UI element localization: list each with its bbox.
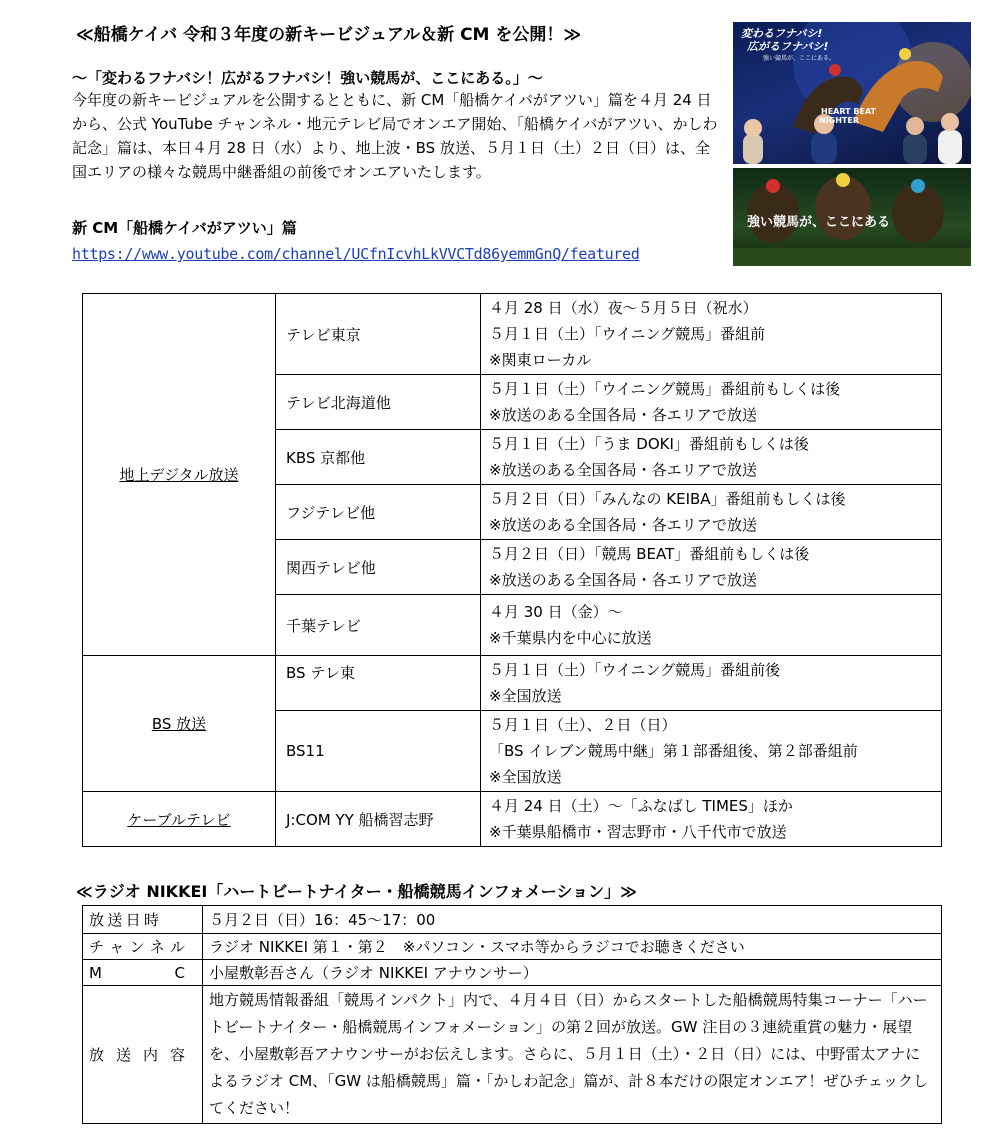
detail-line: ※千葉県船橋市・習志野市・八千代市で放送 (489, 823, 787, 841)
table-row (83, 986, 942, 1124)
detail-line: ※千葉県内を中心に放送 (489, 629, 652, 647)
kv1-text-4: HEART BEAT (821, 107, 876, 116)
table-row (83, 934, 942, 960)
label-char: 日 (125, 911, 141, 929)
detail-line: ※放送のある全国各局・各エリアで放送 (489, 516, 758, 534)
detail-line: ５月１日（土）「うま DOKI」番組前もしくは後 (489, 435, 809, 453)
subtitle: ～「変わるフナバシ！広がるフナバシ！強い競馬が、ここにある。」～ (72, 69, 543, 87)
table-row (83, 960, 942, 986)
radio-heading: ≪ラジオ NIKKEI「ハートビートナイター・船橋競馬インフォメーション」≫ (76, 882, 637, 901)
category-bs: BS 放送 (83, 656, 276, 792)
detail-line: ５月１日（土）「ウイニング競馬」番組前 (489, 325, 766, 343)
label-char: 放 (89, 1046, 105, 1064)
detail-cell (481, 656, 942, 711)
detail-line: ※放送のある全国各局・各エリアで放送 (489, 406, 758, 424)
label-char: ン (129, 938, 145, 956)
label-char: M (89, 963, 102, 982)
category-cable: ケーブルテレビ (83, 792, 276, 847)
detail-line: ※全国放送 (489, 687, 562, 705)
race-image (733, 168, 971, 266)
table-row (83, 656, 942, 711)
key-visual-illustration (733, 22, 971, 164)
detail-cell (481, 375, 942, 430)
radio-table (82, 905, 942, 1124)
kv1-text-5: NIGHTER (819, 116, 860, 125)
label-char: 容 (169, 1046, 185, 1064)
row-value: ５月２日（日）16：45～17：00 (203, 906, 942, 934)
detail-line: ５月２日（日）「競馬 BEAT」番組前もしくは後 (489, 545, 810, 563)
detail-line: 「BS イレブン競馬中継」第１部番組後、第２部番組前 (489, 742, 858, 760)
row-value: 小屋敷彰吾さん（ラジオ NIKKEI アナウンサー） (203, 960, 942, 986)
row-label (83, 906, 203, 934)
detail-cell (481, 430, 942, 485)
row-label (83, 960, 203, 986)
table-row (83, 906, 942, 934)
station-cell: J:COM YY 船橋習志野 (276, 792, 481, 847)
station-cell: 関西テレビ他 (276, 540, 481, 595)
row-value: 地方競馬情報番組「競馬インパクト」内で、４月４日（日）からスタートした船橋競馬特集コーナー「ハートビートナイター・船橋競馬インフォメーション」の第２回が放送。GW 注目の３連続重賞の魅力・展望を、小屋敷彰吾アナウンサーがお伝えします。さらに、５月１日（土）・２日（日）には、中野雷太アナによるラジオ CM、「GW は船橋競馬」篇・「かしわ記念」篇が、計８本だけの限定オンエア！ぜひチェックしてください！ (203, 986, 942, 1124)
detail-line: ５月１日（土）、２日（日） (489, 716, 677, 734)
station-cell: テレビ東京 (276, 294, 481, 375)
detail-cell (481, 294, 942, 375)
detail-cell (481, 595, 942, 656)
station-cell: フジテレビ他 (276, 485, 481, 540)
row-label (83, 986, 203, 1124)
category-terrestrial: 地上デジタル放送 (83, 294, 276, 656)
kv2-text: 強い競馬が、ここにある (747, 215, 891, 230)
detail-cell (481, 485, 942, 540)
detail-cell (481, 540, 942, 595)
row-label (83, 934, 203, 960)
cm-heading: 新 CM「船橋ケイバがアツい」篇 (72, 219, 297, 237)
station-cell: BS11 (276, 711, 481, 792)
kv1-text-2: 広がるフナバシ! (747, 40, 829, 53)
label-char: ネ (149, 938, 165, 956)
broadcast-table (82, 293, 942, 847)
youtube-link[interactable]: https://www.youtube.com/channel/UCfnIcvhLkVVCTd86yemmGnQ/featured (72, 245, 640, 263)
label-char: 送 (107, 911, 123, 929)
label-char: ャ (109, 938, 125, 956)
detail-line: ５月１日（土）「ウイニング競馬」番組前もしくは後 (489, 380, 841, 398)
label-char: 時 (143, 911, 159, 929)
detail-line: ５月２日（日）「みんなの KEIBA」番組前もしくは後 (489, 490, 846, 508)
kv1-text-3: 強い競馬が、ここにある。 (763, 55, 836, 62)
detail-line: ５月１日（土）「ウイニング競馬」番組前後 (489, 661, 781, 679)
key-visual-image (733, 22, 971, 164)
label-char: C (174, 963, 185, 982)
page-title: ≪船橋ケイバ 令和３年度の新キービジュアル＆新 CM を公開！≫ (76, 25, 582, 45)
label-char: ル (169, 938, 185, 956)
detail-cell (481, 792, 942, 847)
detail-line: ※全国放送 (489, 768, 562, 786)
table-row (83, 792, 942, 847)
intro-paragraph (72, 88, 720, 184)
detail-line: ４月 28 日（水）夜～５月５日（祝水） (489, 299, 758, 317)
detail-line: ４月 24 日（土）～「ふなばし TIMES」ほか (489, 797, 793, 815)
detail-line: ※放送のある全国各局・各エリアで放送 (489, 571, 758, 589)
label-char: チ (89, 938, 105, 956)
station-cell: BS テレ東 (276, 656, 481, 711)
race-illustration (733, 168, 971, 266)
table-row (83, 294, 942, 375)
detail-cell (481, 711, 942, 792)
label-char: 放 (89, 911, 105, 929)
label-char: 内 (142, 1046, 158, 1064)
label-char: 送 (115, 1046, 131, 1064)
detail-line: ４月 30 日（金）～ (489, 603, 623, 621)
station-cell: テレビ北海道他 (276, 375, 481, 430)
row-value: ラジオ NIKKEI 第１・第２ ※パソコン・スマホ等からラジコでお聴きください (203, 934, 942, 960)
kv1-text-1: 変わるフナバシ! (741, 27, 823, 40)
detail-line: ※放送のある全国各局・各エリアで放送 (489, 461, 758, 479)
station-cell: KBS 京都他 (276, 430, 481, 485)
station-cell: 千葉テレビ (276, 595, 481, 656)
intro-text: 今年度の新キービジュアルを公開するとともに、新 CM「船橋ケイバがアツい」篇を４月 24 日から、公式 YouTube チャンネル・地元テレビ局でオンエア開始、「船橋ケイバがアツい、かしわ記念」篇は、本日４月 28 日（水）より、地上波・BS 放送、５月１日（土）２日（日）は、全国エリアの様々な競馬中継番組の前後でオンエアいたします。 (72, 91, 718, 181)
detail-line: ※関東ローカル (489, 351, 592, 369)
